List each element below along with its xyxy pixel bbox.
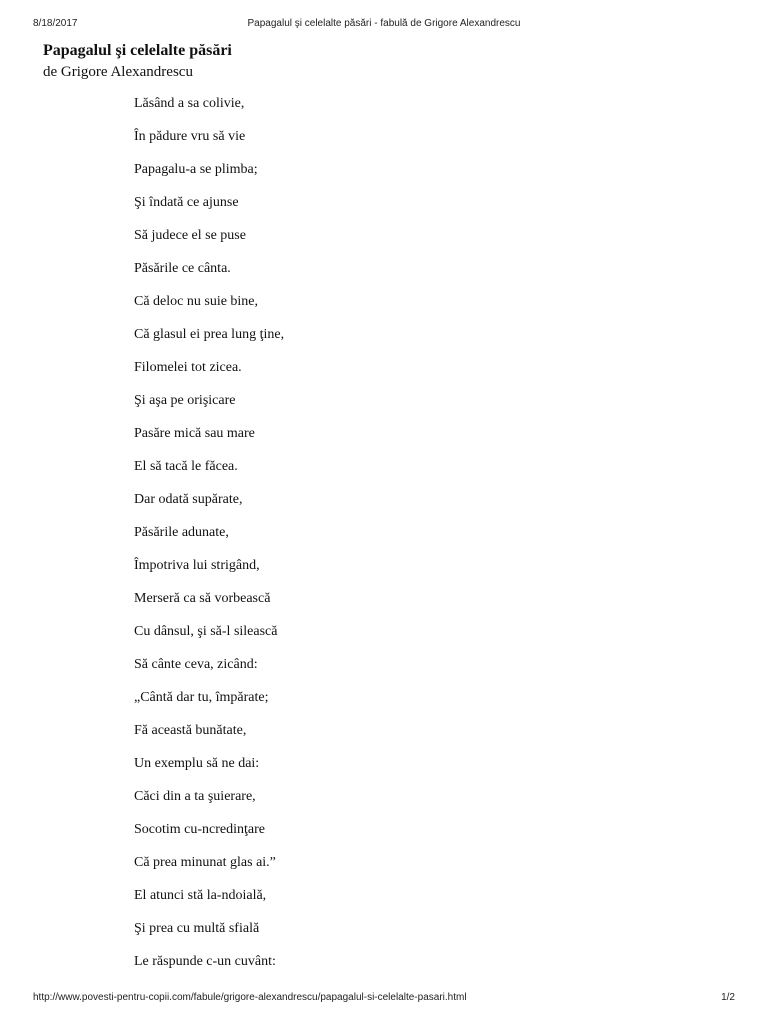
- print-header: [33, 17, 735, 31]
- poem-line: „Cântă dar tu, împărate;: [134, 690, 269, 705]
- poem-line: Lăsând a sa colivie,: [134, 96, 245, 111]
- poem-line: Să cânte ceva, zicând:: [134, 657, 258, 672]
- poem-line: Le răspunde c-un cuvânt:: [134, 954, 276, 969]
- poem-line: Că prea minunat glas ai.”: [134, 855, 276, 870]
- print-source-url: http://www.povesti-pentru-copii.com/fabule/grigore-alexandrescu/papagalul-si-celelalte-pasari.html: [33, 992, 467, 1003]
- print-page-number: 1/2: [721, 992, 735, 1003]
- poem-line: Că deloc nu suie bine,: [134, 294, 259, 309]
- poem-line: În pădure vru să vie: [134, 129, 246, 144]
- poem-line: Împotriva lui strigând,: [134, 558, 260, 573]
- poem-line: Pasăre mică sau mare: [134, 426, 255, 441]
- poem-line: Socotim cu-ncredinţare: [134, 822, 266, 837]
- article-header: [43, 40, 728, 82]
- poem-line: Şi îndată ce ajunse: [134, 195, 239, 210]
- poem-line: Dar odată supărate,: [134, 492, 243, 507]
- poem-line: Căci din a ta şuierare,: [134, 789, 256, 804]
- print-footer: [33, 991, 735, 1005]
- poem-line: Că glasul ei prea lung ţine,: [134, 327, 285, 342]
- poem-line: Cu dânsul, şi să-l silească: [134, 624, 278, 639]
- poem-line: Fă această bunătate,: [134, 723, 247, 738]
- poem-line: Papagalu-a se plimba;: [134, 162, 258, 177]
- poem-body: [134, 87, 284, 978]
- poem-line: Păsările ce cânta.: [134, 261, 231, 276]
- poem-author: de Grigore Alexandrescu: [43, 64, 193, 80]
- poem-line: El atunci stă la-ndoială,: [134, 888, 267, 903]
- poem-title: Papagalul şi celelalte păsări: [43, 42, 232, 59]
- poem-line: Păsările adunate,: [134, 525, 229, 540]
- poem-line: Filomelei tot zicea.: [134, 360, 242, 375]
- poem-line: Merseră ca să vorbească: [134, 591, 271, 606]
- poem-line: Un exemplu să ne dai:: [134, 756, 260, 771]
- print-document-title: Papagalul şi celelalte păsări - fabulă de Grigore Alexandrescu: [247, 18, 521, 29]
- poem-line: Şi prea cu multă sfială: [134, 921, 260, 936]
- poem-line: Şi aşa pe orişicare: [134, 393, 236, 408]
- print-date: 8/18/2017: [33, 18, 78, 29]
- poem-line: Să judece el se puse: [134, 228, 246, 243]
- poem-line: El să tacă le făcea.: [134, 459, 238, 474]
